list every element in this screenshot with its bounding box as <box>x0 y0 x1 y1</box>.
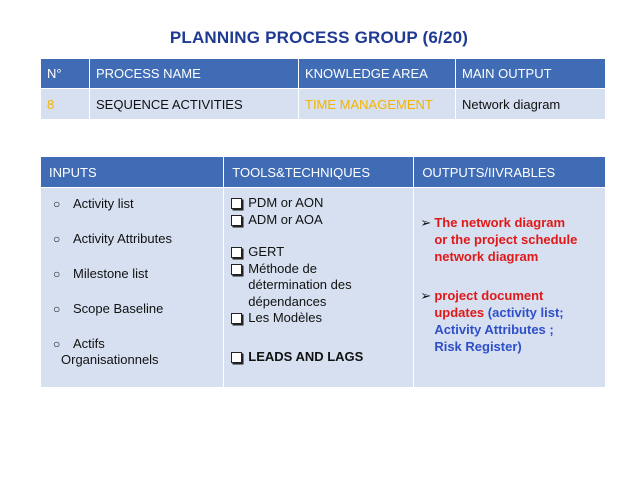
input-item <box>53 266 223 282</box>
checkbox-bullet-icon <box>231 352 242 363</box>
checkbox-bullet-icon <box>231 247 242 258</box>
process-summary-table <box>40 58 606 120</box>
tool-item <box>230 212 413 229</box>
tool-item <box>230 349 413 366</box>
tool-item <box>230 310 413 327</box>
input-label: Activity Attributes <box>73 231 172 246</box>
header-number: N° <box>41 59 90 89</box>
output-label: The network diagram or the project schedule network diagram <box>434 215 578 264</box>
knowledge-area: TIME MANAGEMENT <box>299 89 456 120</box>
tool-label: PDM or AON <box>248 195 324 210</box>
main-output: Network diagram <box>456 89 606 120</box>
tool-item <box>230 244 413 261</box>
checkbox-bullet-icon <box>231 215 242 226</box>
input-label: Scope Baseline <box>73 301 164 316</box>
tool-label: GERT <box>248 244 285 259</box>
checkbox-bullet-icon <box>231 264 242 275</box>
ito-body-row <box>41 188 606 388</box>
circle-bullet-icon: ○ <box>53 302 61 316</box>
tool-label: LEADS AND LAGS <box>248 348 364 364</box>
page-title: PLANNING PROCESS GROUP (6/20) <box>169 28 469 47</box>
circle-bullet-icon: ○ <box>53 232 61 246</box>
checkbox-bullet-icon <box>231 198 242 209</box>
header-inputs: INPUTS <box>41 157 224 188</box>
tool-label: Les Modèles <box>248 310 322 325</box>
arrow-bullet-icon: ➢ <box>420 288 432 303</box>
header-tools: TOOLS&TECHNIQUES <box>224 157 414 188</box>
output-label: project document updates (activity list; Activity Attributes ; Risk Register) <box>434 288 564 354</box>
circle-bullet-icon: ○ <box>53 197 61 211</box>
header-outputs: OUTPUTS/IIVRABLES <box>414 157 606 188</box>
input-label: Actifs <box>73 336 105 351</box>
input-item <box>53 301 223 317</box>
arrow-bullet-icon: ➢ <box>420 215 432 230</box>
input-item-continued <box>53 352 223 368</box>
tools-cell <box>224 188 414 388</box>
header-main-output: MAIN OUTPUT <box>456 59 606 89</box>
circle-bullet-icon: ○ <box>53 337 61 351</box>
header-knowledge-area: KNOWLEDGE AREA <box>299 59 456 89</box>
tool-label: Méthode de détermination des dépendances <box>248 260 352 309</box>
output-item <box>420 287 605 355</box>
input-item <box>53 336 223 352</box>
tool-item <box>230 261 413 311</box>
process-number: 8 <box>41 89 90 120</box>
input-label: Activity list <box>73 196 134 211</box>
inputs-cell <box>41 188 224 388</box>
ito-header-row <box>41 157 606 188</box>
process-name: SEQUENCE ACTIVITIES <box>90 89 299 120</box>
checkbox-bullet-icon <box>231 313 242 324</box>
circle-bullet-icon: ○ <box>53 267 61 281</box>
output-item <box>420 214 605 265</box>
tool-label: ADM or AOA <box>248 211 323 227</box>
input-label: Milestone list <box>73 266 149 281</box>
header-process-name: PROCESS NAME <box>90 59 299 89</box>
tool-item <box>230 195 413 212</box>
outputs-cell <box>414 188 606 388</box>
process-summary-header <box>41 59 606 89</box>
ito-table <box>40 156 606 388</box>
process-summary-row <box>41 89 606 120</box>
input-label: Organisationnels <box>61 352 159 367</box>
input-item <box>53 231 223 247</box>
input-item <box>53 196 223 212</box>
